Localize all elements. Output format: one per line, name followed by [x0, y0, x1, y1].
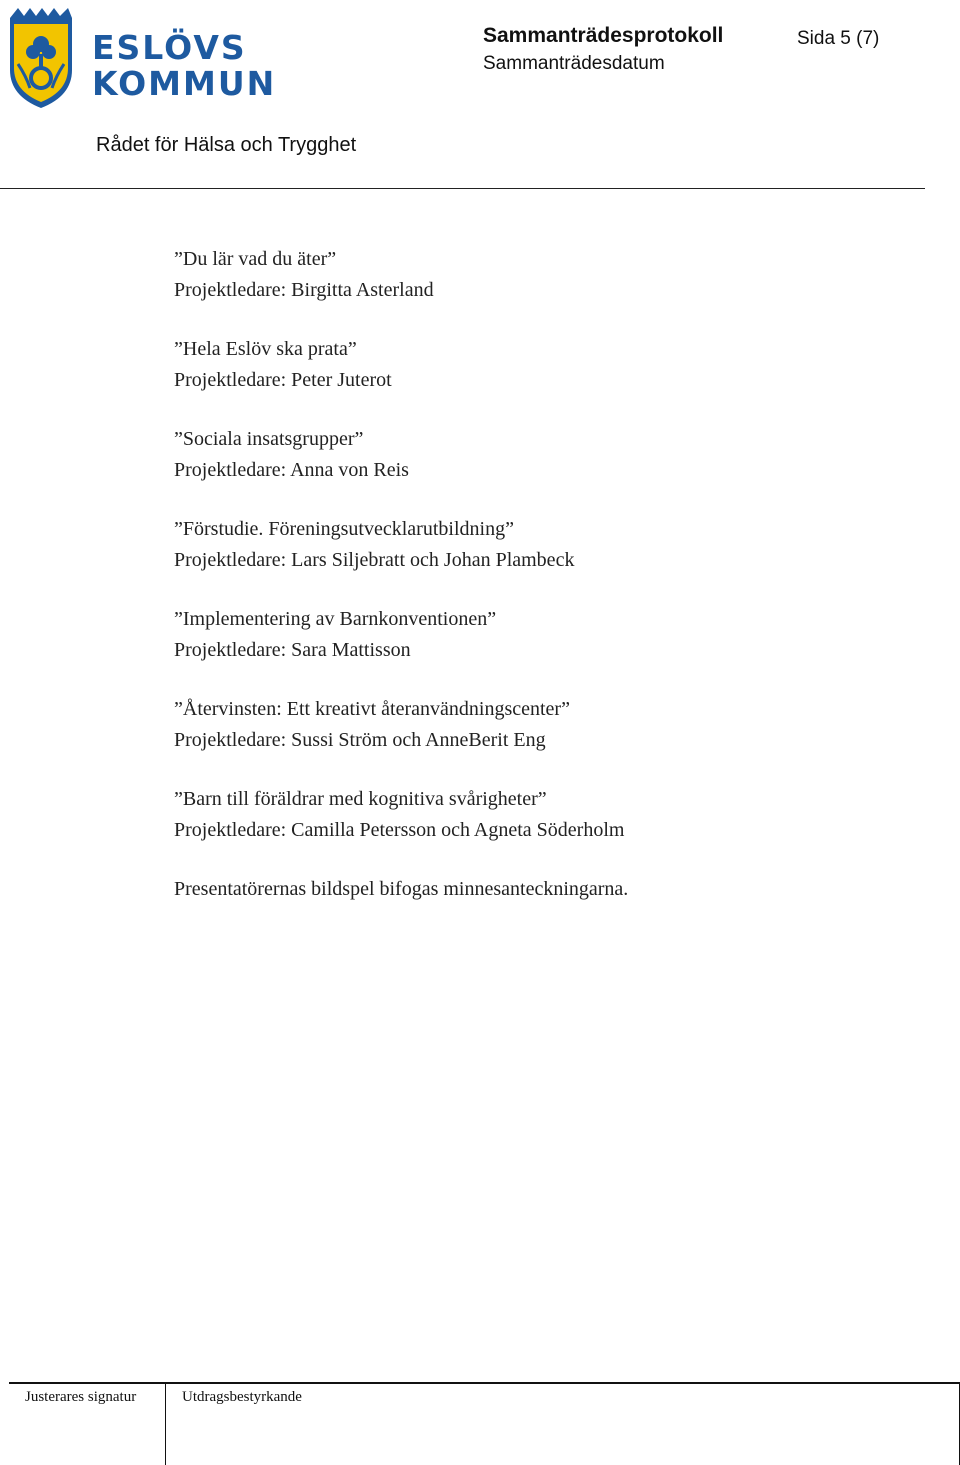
logo-wordmark-line2: KOMMUN — [92, 64, 277, 103]
logo-wordmark — [92, 30, 276, 102]
project-entry — [174, 514, 914, 576]
project-entry — [174, 424, 914, 486]
meeting-date-label: Sammanträdesdatum — [483, 53, 665, 74]
signature-footer — [9, 1382, 960, 1465]
signature-label: Justerares signatur — [25, 1389, 137, 1405]
logo-wordmark-line1: ESLÖVS — [92, 28, 247, 67]
project-title: ”Sociala insatsgrupper” — [174, 428, 364, 450]
project-entry — [174, 694, 914, 756]
project-leader: Projektledare: Peter Juterot — [174, 369, 392, 391]
project-leader: Projektledare: Camilla Petersson och Agneta Söderholm — [174, 819, 625, 841]
signature-cell — [9, 1384, 166, 1465]
page-number: Sida 5 (7) — [797, 28, 880, 49]
certification-cell — [166, 1384, 956, 1465]
project-entry — [174, 604, 914, 666]
header-divider — [0, 188, 925, 189]
council-name: Rådet för Hälsa och Trygghet — [96, 134, 357, 156]
project-title: ”Implementering av Barnkonventionen” — [174, 608, 497, 630]
project-leader: Projektledare: Sussi Ström och AnneBerit Eng — [174, 729, 546, 751]
project-entry — [174, 784, 914, 846]
certification-label: Utdragsbestyrkande — [182, 1389, 302, 1405]
project-title: ”Återvinsten: Ett kreativt återanvändningscenter” — [174, 698, 570, 720]
project-title: ”Hela Eslöv ska prata” — [174, 338, 357, 360]
protocol-body — [174, 244, 914, 905]
page-header — [0, 0, 960, 192]
project-entry — [174, 334, 914, 396]
project-title: ”Barn till föräldrar med kognitiva svårigheter” — [174, 788, 547, 810]
project-leader: Projektledare: Lars Siljebratt och Johan Plambeck — [174, 549, 575, 571]
project-title: ”Du lär vad du äter” — [174, 248, 337, 270]
project-leader: Projektledare: Birgitta Asterland — [174, 279, 434, 301]
project-leader: Projektledare: Sara Mattisson — [174, 639, 411, 661]
project-title: ”Förstudie. Föreningsutvecklarutbildning” — [174, 518, 514, 540]
closing-note: Presentatörernas bildspel bifogas minnesanteckningarna. — [174, 878, 629, 900]
document-type: Sammanträdesprotokoll — [483, 24, 724, 47]
project-leader: Projektledare: Anna von Reis — [174, 459, 409, 481]
project-entry — [174, 244, 914, 306]
